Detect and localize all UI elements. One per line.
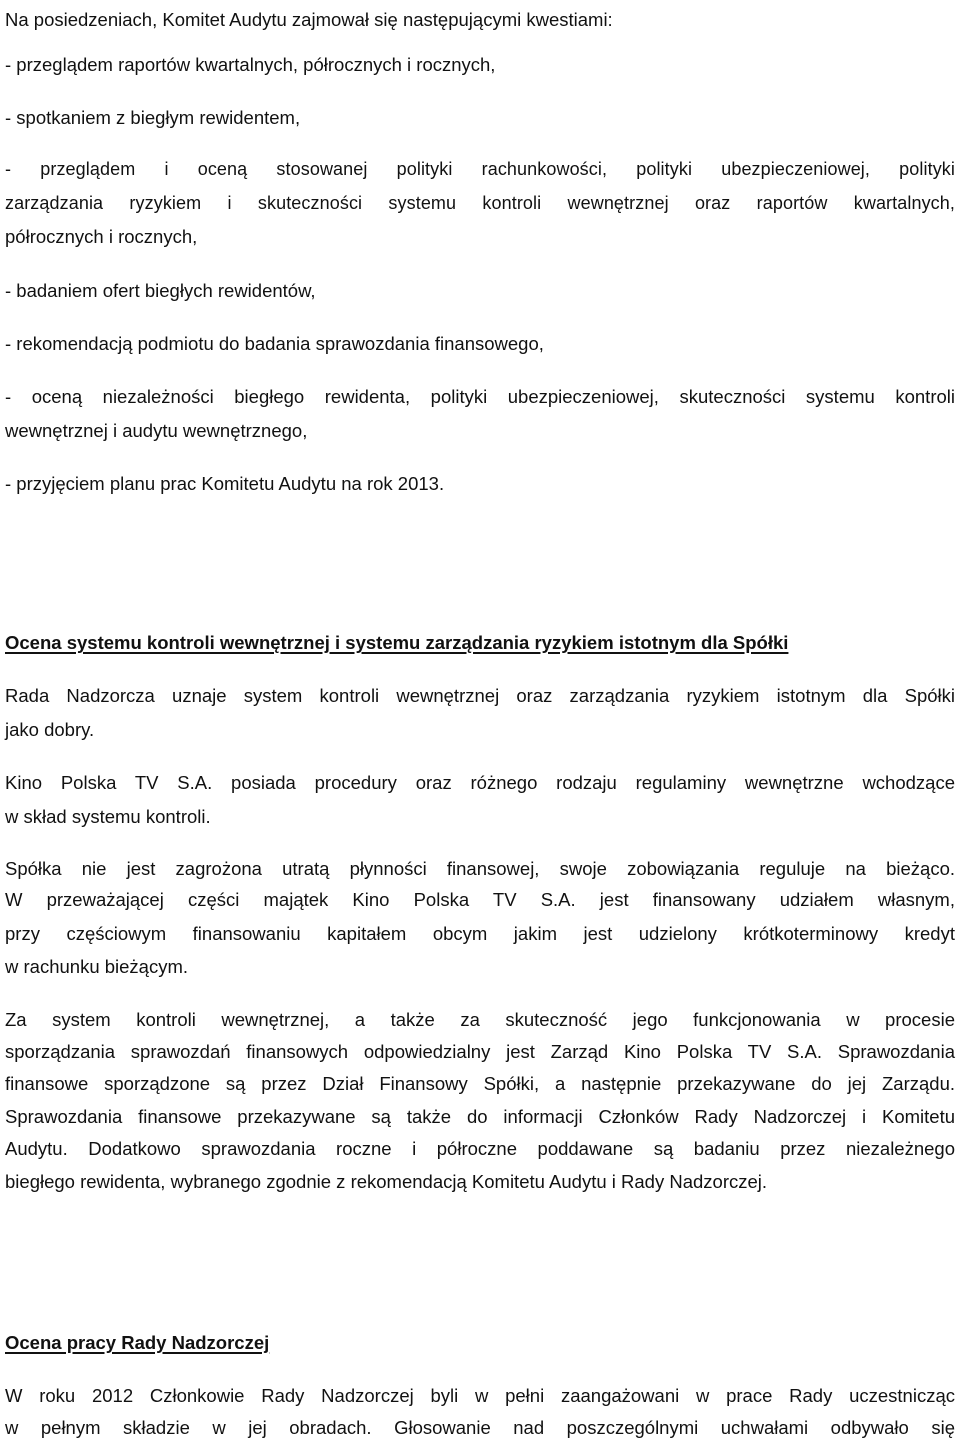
- committee-intro: Na posiedzeniach, Komitet Audytu zajmował się następującymi kwestiami:: [5, 9, 613, 30]
- committee-item-auditor-meeting: - spotkaniem z biegłym rewidentem,: [5, 107, 301, 128]
- board-p1-line2: w pełnym składzie w jej obradach. Głosowanie nad poszczególnymi uchwałami odbywało się: [5, 1417, 955, 1438]
- control-p4-line3: finansowe sporządzone są przez Dział Finansowy Spółki, a następnie przekazywane do jej Zarządu.: [5, 1073, 955, 1094]
- control-p3-line2: W przeważającej części majątek Kino Polska TV S.A. jest finansowany udziałem własnym,: [5, 889, 955, 910]
- committee-item-policy-review-line2: zarządzania ryzykiem i skuteczności systemu kontroli wewnętrznej oraz raportów kwartalnych,: [5, 193, 955, 213]
- control-p3-line1: Spółka nie jest zagrożona utratą płynności finansowej, swoje zobowiązania reguluje na bieżąco.: [5, 858, 955, 879]
- control-p3-line4: w rachunku bieżącym.: [5, 956, 189, 977]
- control-section-heading: Ocena systemu kontroli wewnętrznej i systemu zarządzania ryzykiem istotnym dla Spółki: [5, 632, 789, 653]
- board-p1-line1: W roku 2012 Członkowie Rady Nadzorczej byli w pełni zaangażowani w prace Rady uczestnicząc: [5, 1385, 955, 1406]
- committee-item-independence-line2: wewnętrznej i audytu wewnętrznego,: [5, 420, 308, 441]
- control-p2-line1: Kino Polska TV S.A. posiada procedury oraz różnego rodzaju regulaminy wewnętrzne wchodzące: [5, 772, 955, 793]
- control-p1-line2: jako dobry.: [5, 719, 95, 740]
- committee-item-independence-line1: - oceną niezależności biegłego rewidenta, polityki ubezpieczeniowej, skuteczności systemu kontroli: [5, 386, 955, 407]
- control-p4-line1: Za system kontroli wewnętrznej, a także za skuteczność jego funkcjonowania w procesie: [5, 1009, 955, 1030]
- committee-item-policy-review-line3: półrocznych i rocznych,: [5, 226, 198, 247]
- control-p4-line2: sporządzania sprawozdań finansowych odpowiedzialny jest Zarząd Kino Polska TV S.A. Sprawozdania: [5, 1041, 955, 1062]
- control-p4-line5: Audytu. Dodatkowo sprawozdania roczne i półroczne poddawane są badaniu przez niezależnego: [5, 1138, 955, 1159]
- control-p3-line3: przy częściowym finansowaniu kapitałem obcym jakim jest udzielony krótkoterminowy kredyt: [5, 923, 955, 944]
- board-section-heading: Ocena pracy Rady Nadzorczej: [5, 1332, 270, 1353]
- committee-item-work-plan: - przyjęciem planu prac Komitetu Audytu na rok 2013.: [5, 473, 445, 494]
- control-p4-line4: Sprawozdania finansowe przekazywane są także do informacji Członków Rady Nadzorczej i Komitetu: [5, 1106, 955, 1127]
- committee-item-auditor-recommendation: - rekomendacją podmiotu do badania sprawozdania finansowego,: [5, 333, 544, 354]
- committee-item-auditor-offers: - badaniem ofert biegłych rewidentów,: [5, 280, 316, 301]
- committee-item-reports-review: - przeglądem raportów kwartalnych, półrocznych i rocznych,: [5, 54, 496, 75]
- control-p2-line2: w skład systemu kontroli.: [5, 806, 211, 827]
- control-p4-line6: biegłego rewidenta, wybranego zgodnie z rekomendacją Komitetu Audytu i Rady Nadzorczej.: [5, 1171, 768, 1192]
- committee-item-policy-review-line1: - przeglądem i oceną stosowanej polityki rachunkowości, polityki ubezpieczeniowej, polityki: [5, 159, 955, 179]
- control-p1-line1: Rada Nadzorcza uznaje system kontroli wewnętrznej oraz zarządzania ryzykiem istotnym dla Spółki: [5, 685, 955, 706]
